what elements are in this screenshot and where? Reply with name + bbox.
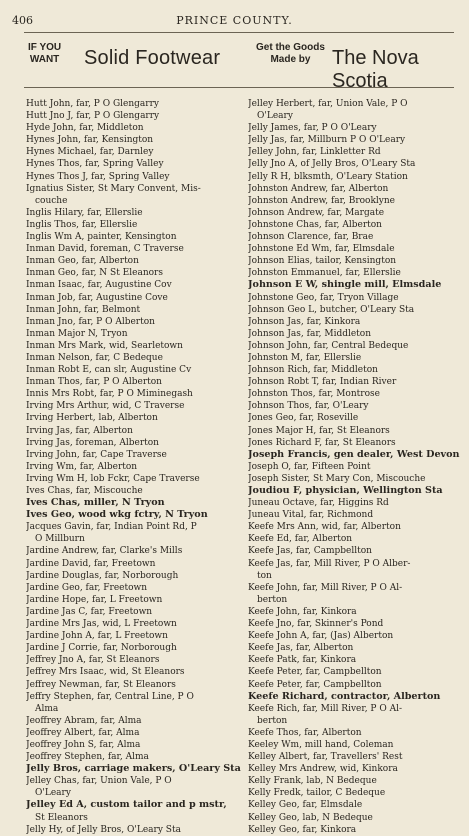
directory-entry: Joudiou F, physician, Wellington Sta	[248, 485, 443, 496]
directory-entry: Jardine Andrew, far, Clarke's Mills	[26, 546, 183, 557]
directory-entry: Keefe Patk, far, Kinkora	[248, 655, 357, 666]
directory-entry: Keefe Peter, far, Campbellton	[248, 667, 382, 678]
directory-entry: Inman Geo, far, N St Eleanors	[26, 268, 163, 279]
directory-entry: Jeffrey Jno A, far, St Eleanors	[26, 655, 160, 666]
directory-entry: Ives Chas, far, Miscouche	[26, 486, 143, 496]
banner-mid-tag-line-2: Made by	[270, 54, 311, 65]
directory-entry: Kelley Geo, lab, N Bedeque	[248, 812, 373, 823]
directory-entry: Jardine Douglas, far, Norborough	[26, 570, 179, 581]
directory-entry: Jeoffrey John S, far, Alma	[26, 739, 141, 750]
directory-entry: Jelly Jno A, of Jelly Bros, O'Leary Sta	[248, 159, 416, 170]
directory-entry: Jacques Gavin, far, Indian Point Rd, P	[26, 522, 197, 533]
directory-entry: Keefe John A, far, (Jas) Alberton	[248, 631, 394, 642]
directory-entry: Inman Thos, far, P O Alberton	[26, 377, 162, 388]
directory-entry: Inman John, far, Belmont	[26, 304, 141, 315]
directory-entry: Hutt John, far, P O Glengarry	[26, 99, 159, 109]
directory-entry: Johnston Emmanuel, far, Ellerslie	[248, 268, 401, 279]
running-head: PRINCE COUNTY.	[176, 14, 293, 27]
advertisement-banner	[24, 32, 454, 92]
directory-entry: Jelley John, far, Linkletter Rd	[248, 147, 381, 158]
directory-entry: Johnson Jas, far, Middleton	[248, 328, 372, 339]
directory-entry: Ives Geo, wood wkg fctry, N Tryon	[26, 509, 208, 521]
directory-entry: Johnson Andrew, far, Margate	[248, 207, 385, 218]
directory-entry: Johnston M, far, Ellerslie	[248, 352, 362, 363]
directory-entry: Hynes John, far, Kensington	[26, 135, 154, 146]
directory-entry: ton	[257, 570, 272, 581]
directory-left-column	[26, 98, 241, 836]
directory-entry: Hutt Jno J, far, P O Glengarry	[26, 111, 160, 122]
banner-text-right: The Nova Scotia	[332, 47, 419, 92]
directory-entry: Irving Wm H, lob Fckr, Cape Traverse	[26, 473, 200, 484]
directory-entry: Juneau Vital, far, Richmond	[248, 510, 374, 521]
directory-entry: Keefe Rich, far, Mill River, P O Al-	[248, 703, 402, 714]
banner-left-tag	[28, 42, 61, 66]
directory-entry: Jelly R H, blksmth, O'Leary Station	[248, 171, 408, 182]
directory-entry: St Eleanors	[35, 812, 88, 823]
directory-entry: Jeoffrey Stephen, far, Alma	[26, 752, 149, 763]
directory-entry: berton	[257, 715, 288, 726]
directory-entry: Inman Nelson, far, C Bedeque	[26, 352, 163, 363]
directory-entry: Jardine Hope, far, L Freetown	[26, 594, 163, 605]
directory-entry: Kelley Geo, far, Elmsdale	[248, 800, 363, 811]
directory-entry: Jones Major H, far, St Eleanors	[248, 425, 390, 436]
directory-entry: Jardine Geo, far, Freetown	[26, 582, 148, 593]
directory-entry: Jardine Jas C, far, Freetown	[26, 606, 153, 617]
directory-entry: couche	[35, 195, 68, 206]
directory-entry: Keefe Jno, far, Skinner's Pond	[248, 619, 384, 630]
directory-entry: Joseph O, far, Fifteen Point	[248, 461, 371, 472]
directory-entry: Inman Isaac, far, Augustine Cov	[26, 280, 172, 291]
directory-entry: O'Leary	[35, 788, 71, 799]
directory-entry: Kelly Fredk, tailor, C Bedeque	[248, 788, 386, 799]
directory-entry: Johnson E W, shingle mill, Elmsdale	[248, 279, 442, 291]
directory-entry: Keefe Mrs Ann, wid, far, Alberton	[248, 522, 401, 533]
directory-entry: Hyde John, far, Middleton	[26, 123, 144, 134]
directory-entry: Jelly Bros, carriage makers, O'Leary Sta	[26, 763, 241, 775]
directory-entry: Johnstone Ed Wm, far, Elmsdale	[248, 244, 395, 255]
directory-entry: berton	[257, 594, 288, 605]
directory-entry: Joseph Francis, gen dealer, West Devon	[248, 448, 460, 460]
directory-entry: Kelley Mrs Andrew, wid, Kinkora	[248, 764, 398, 775]
directory-entry: O Millburn	[35, 534, 85, 545]
directory-entry: O'Leary	[257, 111, 293, 122]
directory-entry: Jones Richard F, far, St Eleanors	[248, 437, 396, 448]
directory-entry: Ives Chas, miller, N Tryon	[26, 497, 165, 509]
banner-left-tag-line-2: WANT	[29, 54, 60, 65]
banner-mid-tag-line-1: Get the Goods	[256, 42, 325, 53]
directory-entry: Jelly Jas, far, Millburn P O O'Leary	[248, 135, 406, 146]
directory-entry: Hynes Thos, far, Spring Valley	[26, 159, 164, 170]
directory-entry: Keefe Jas, far, Campbellton	[248, 546, 372, 557]
directory-entry: Jelley Ed A, custom tailor and p mstr,	[26, 799, 227, 811]
directory-entry: Keefe Jas, far, Alberton	[248, 643, 354, 654]
directory-entry: Jeffry Stephen, far, Central Line, P O	[26, 691, 194, 702]
directory-entry: Johnson John, far, Central Bedeque	[248, 340, 409, 351]
directory-entry: Inman Mrs Mark, wid, Searletown	[26, 340, 183, 351]
directory-entry: Irving Herbert, lab, Alberton	[26, 413, 158, 424]
directory-entry: Alma	[35, 703, 59, 714]
directory-entry: Keefe Richard, contractor, Alberton	[248, 690, 441, 702]
directory-entry: Irving Wm, far, Alberton	[26, 461, 138, 472]
directory-entry: Jardine John A, far, L Freetown	[26, 631, 168, 642]
directory-entry: Jones Geo, far, Roseville	[248, 413, 359, 424]
directory-right-column	[248, 98, 463, 836]
directory-entry: Johnstone Geo, far, Tryon Village	[248, 292, 399, 303]
directory-entry: Keefe John, far, Kinkora	[248, 606, 357, 617]
directory-entry: Kelly Frank, lab, N Bedeque	[248, 776, 377, 787]
directory-entry: Keefe Thos, far, Alberton	[248, 727, 362, 738]
directory-entry: Johnson Geo L, butcher, O'Leary Sta	[248, 304, 415, 315]
directory-entry: Juneau Octave, far, Higgins Rd	[248, 498, 389, 509]
directory-entry: Hynes Michael, far, Darnley	[26, 147, 154, 158]
directory-entry: Irving John, far, Cape Traverse	[26, 449, 167, 460]
directory-entry: Inman David, foreman, C Traverse	[26, 244, 184, 255]
banner-left-tag-line-1: IF YOU	[28, 42, 62, 53]
directory-entry: Hynes Thos J, far, Spring Valley	[26, 171, 170, 182]
directory-entry: Inglis Thos, far, Ellerslie	[26, 219, 138, 230]
directory-entry: Johnson Rich, far, Middleton	[248, 365, 378, 376]
directory-entry: Jeffrey Newman, far, St Eleanors	[26, 679, 176, 690]
directory-entry: Kelley Geo, far, Kinkora	[248, 824, 357, 835]
directory-entry: Jelley Chas, far, Union Vale, P O	[26, 776, 172, 787]
directory-entry: Inman Geo, far, Alberton	[26, 256, 139, 267]
directory-entry: Keefe Peter, far, Campbellton	[248, 679, 382, 690]
directory-entry: Kelley Albert, far, Travellers' Rest	[248, 752, 403, 763]
directory-entry: Jeffrey Mrs Isaac, wid, St Eleanors	[26, 667, 185, 678]
directory-entry: Inman Jno, far, P O Alberton	[26, 316, 155, 327]
directory-entry: Joseph Sister, St Mary Con, Miscouche	[248, 473, 426, 484]
directory-entry: Inglis Wm A, painter, Kensington	[26, 232, 177, 243]
directory-entry: Inman Robt E, can slr, Augustine Cv	[26, 365, 192, 376]
banner-mid-tag	[256, 42, 325, 66]
directory-entry: Keefe Ed, far, Alberton	[248, 534, 353, 545]
directory-entry: Johnson Thos, far, O'Leary	[248, 401, 369, 412]
directory-entry: Innis Mrs Robt, far, P O Miminegash	[26, 389, 193, 400]
directory-entry: Jelley Herbert, far, Union Vale, P O	[248, 99, 408, 109]
directory-entry: Jardine J Corrie, far, Norborough	[26, 643, 177, 654]
directory-entry: Johnston Andrew, far, Alberton	[248, 183, 389, 194]
directory-entry: Johnston Thos, far, Montrose	[248, 389, 380, 400]
directory-entry: Johnson Clarence, far, Brae	[248, 232, 374, 243]
directory-entry: Inman Major N, Tryon	[26, 328, 128, 339]
directory-entry: Jardine Mrs Jas, wid, L Freetown	[26, 619, 177, 630]
directory-entry: Johnston Andrew, far, Brooklyne	[248, 195, 395, 206]
directory-entry: Inglis Hilary, far, Ellerslie	[26, 207, 143, 218]
directory-entry: Jeoffrey Abram, far, Alma	[26, 715, 142, 726]
directory-entry: Irving Mrs Arthur, wid, C Traverse	[26, 401, 185, 412]
directory-entry: Johnstone Chas, far, Alberton	[248, 219, 382, 230]
directory-entry: Jeoffrey Albert, far, Alma	[26, 727, 140, 738]
directory-entry: Johnson Robt T, far, Indian River	[248, 377, 397, 388]
banner-text-left: Solid Footwear	[84, 47, 221, 69]
directory-entry: Irving Jas, far, Alberton	[26, 425, 133, 436]
directory-entry: Keeley Wm, mill hand, Coleman	[248, 739, 394, 750]
directory-entry: Keefe John, far, Mill River, P O Al-	[248, 582, 403, 593]
directory-entry: Johnson Jas, far, Kinkora	[248, 316, 361, 327]
directory-entry: Ignatius Sister, St Mary Convent, Mis-	[26, 183, 201, 194]
directory-entry: Jelly James, far, P O O'Leary	[248, 123, 377, 134]
directory-entry: Inman Job, far, Augustine Cove	[26, 292, 168, 303]
directory-entry: Jelly Hy, of Jelly Bros, O'Leary Sta	[26, 824, 181, 835]
page-number: 406	[12, 14, 33, 27]
directory-entry: Irving Jas, foreman, Alberton	[26, 437, 159, 448]
directory-entry: Jardine David, far, Freetown	[26, 558, 156, 569]
directory-entry: Keefe Jas, far, Mill River, P O Alber-	[248, 558, 411, 569]
directory-entry: Johnson Elias, tailor, Kensington	[248, 256, 397, 267]
